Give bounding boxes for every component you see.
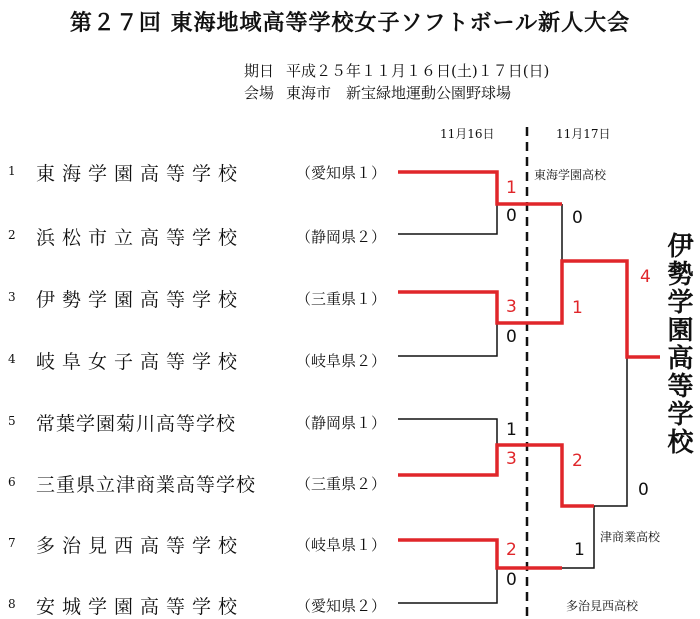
score-winner: 1	[572, 298, 583, 318]
team-prefecture: （静岡県１）	[296, 414, 387, 432]
team-number: 8	[8, 597, 16, 611]
team-name: 東海学園高等学校	[36, 163, 245, 185]
bracket-line	[398, 323, 497, 356]
venue-label: 会場	[244, 84, 275, 102]
score-winner: 2	[506, 540, 517, 560]
team-number: 1	[8, 164, 16, 178]
team-name: 浜松市立高等学校	[36, 227, 245, 249]
team-prefecture: （三重県１）	[296, 290, 387, 308]
team-number: 4	[8, 352, 16, 366]
bracket-line	[398, 419, 497, 445]
team-name: 安城学園高等学校	[36, 596, 245, 618]
team-number: 6	[8, 475, 16, 489]
winner-path	[398, 261, 660, 357]
team-number: 2	[8, 228, 16, 242]
venue-value: 東海市 新宝緑地運動公園野球場	[286, 84, 512, 102]
champion-name: 伊勢学園高等学校	[663, 232, 693, 456]
winner-lines	[398, 172, 660, 568]
score-winner: 3	[506, 449, 517, 469]
team-number: 5	[8, 414, 16, 428]
seed-label: 多治見西高校	[566, 599, 639, 613]
score-winner: 3	[506, 297, 517, 317]
team-prefecture: （静岡県２）	[296, 228, 387, 246]
team-name: 常葉学園菊川高等学校	[36, 413, 237, 435]
team-prefecture: （岐阜県２）	[296, 352, 387, 370]
page-title: 第２７回 東海地域高等学校女子ソフトボール新人大会	[69, 10, 631, 36]
bracket-line	[398, 568, 497, 603]
score-winner: 4	[640, 267, 651, 287]
team-number: 7	[8, 536, 16, 550]
score-winner: 1	[506, 178, 517, 198]
winner-path	[398, 540, 562, 568]
score-winner: 2	[572, 451, 583, 471]
bracket-line	[594, 357, 627, 506]
team-name: 伊勢学園高等学校	[36, 289, 245, 311]
score-loser: 0	[638, 480, 649, 500]
winner-path	[398, 445, 594, 506]
team-name: 岐阜女子高等学校	[36, 351, 245, 373]
score-loser: 0	[506, 327, 517, 347]
team-name: 多治見西高等学校	[36, 535, 245, 557]
score-loser: 0	[572, 208, 583, 228]
bracket-line	[398, 204, 497, 234]
team-prefecture: （岐阜県１）	[296, 536, 387, 554]
team-number: 3	[8, 290, 16, 304]
day2-label: 11月17日	[556, 127, 611, 141]
score-loser: 1	[574, 540, 585, 560]
team-prefecture: （三重県２）	[296, 475, 387, 493]
score-loser: 0	[506, 206, 517, 226]
date-label: 期日	[244, 62, 275, 80]
team-name: 三重県立津商業高等学校	[36, 474, 257, 496]
team-prefecture: （愛知県１）	[296, 164, 387, 182]
day1-label: 11月16日	[440, 127, 495, 141]
seed-label: 津商業高校	[600, 530, 661, 544]
date-value: 平成２５年１１月１６日(土)１７日(日)	[286, 62, 550, 80]
score-loser: 1	[506, 420, 517, 440]
team-prefecture: （愛知県２）	[296, 597, 387, 615]
seed-label: 東海学園高校	[534, 168, 607, 182]
score-loser: 0	[506, 570, 517, 590]
